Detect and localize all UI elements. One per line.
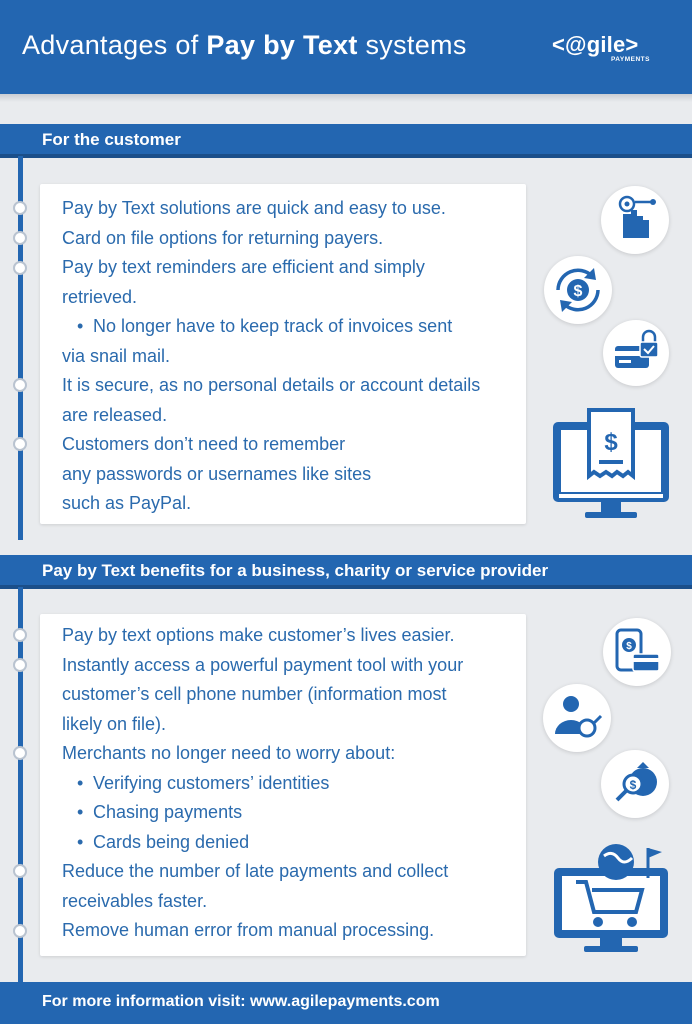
timeline-dot	[13, 628, 27, 642]
secure-card-icon	[603, 320, 669, 386]
logo-subtext: PAYMENTS	[610, 56, 650, 63]
section-bar-shadow	[0, 154, 692, 158]
list-item: Remove human error from manual processing.	[62, 920, 435, 940]
timeline-dot	[13, 746, 27, 760]
svg-text:$: $	[629, 778, 637, 792]
timeline-dot	[13, 924, 27, 938]
sub-list-item: • Verifying customers’ identities	[93, 769, 329, 799]
currency-exchange-icon	[544, 256, 612, 324]
list-item: Merchants no longer need to worry about:	[62, 743, 396, 763]
timeline-dot	[13, 231, 27, 245]
timeline-dot	[13, 261, 27, 275]
list-item: Pay by text reminders are efficient and simply	[62, 257, 425, 277]
money-bag-search-icon	[601, 750, 669, 818]
header-banner	[0, 0, 692, 94]
agile-payments-logo	[552, 34, 656, 68]
sub-list-item: • Chasing payments	[93, 798, 242, 828]
section-heading-text: For the customer	[42, 130, 181, 149]
touch-hand-icon	[601, 186, 669, 254]
monitor-shopping-cart-icon	[552, 842, 670, 956]
list-item: via snail mail.	[62, 346, 171, 366]
title-suffix: systems	[357, 30, 467, 60]
list-item: Reduce the number of late payments and collect	[62, 861, 449, 881]
timeline-dot	[13, 437, 27, 451]
list-item: Card on file options for returning payers.	[62, 228, 384, 248]
phone-payment-card-icon	[603, 618, 671, 686]
list-item: receivables faster.	[62, 891, 208, 911]
sub-list-item: • Cards being denied	[93, 828, 249, 858]
title-bold: Pay by Text	[206, 30, 358, 60]
list-item: It is secure, as no personal details or account details	[62, 375, 481, 395]
list-item: such as PayPal.	[62, 493, 192, 513]
section-business-heading	[0, 555, 692, 587]
logo-wordmark: <@gile>	[552, 32, 639, 57]
section-bar-shadow	[0, 585, 692, 589]
monitor-receipt-icon	[551, 408, 671, 524]
list-item: customer’s cell phone number (information most	[62, 684, 447, 704]
sub-list-item: • No longer have to keep track of invoices sent	[93, 312, 452, 342]
svg-text:$: $	[573, 283, 583, 300]
title-prefix: Advantages of	[22, 30, 207, 60]
section-customer-heading	[0, 124, 692, 156]
list-item: Pay by text options make customer’s lives easier.	[62, 625, 455, 645]
timeline-line	[18, 587, 23, 982]
list-item: Customers don’t need to remember	[62, 434, 346, 454]
list-item: retrieved.	[62, 287, 138, 307]
timeline-dot	[13, 864, 27, 878]
svg-text:$: $	[626, 641, 632, 652]
footer-link-text[interactable]: For more information visit: www.agilepayments.com	[42, 993, 440, 1010]
svg-text:$: $	[604, 429, 618, 456]
header-shadow	[0, 94, 692, 102]
user-key-icon	[543, 684, 611, 752]
timeline-dot	[13, 658, 27, 672]
section-heading-text: Pay by Text benefits for a business, charity or service provider	[42, 561, 549, 580]
list-item: are released.	[62, 405, 168, 425]
list-item: Pay by Text solutions are quick and easy to use.	[62, 198, 446, 218]
list-item: any passwords or usernames like sites	[62, 464, 372, 484]
page-title	[22, 30, 467, 61]
business-benefits-card	[40, 614, 526, 956]
customer-benefits-card	[40, 184, 526, 524]
timeline-dot	[13, 201, 27, 215]
list-item: Instantly access a powerful payment tool with your	[62, 655, 464, 675]
list-item: likely on file).	[62, 714, 167, 734]
timeline-dot	[13, 378, 27, 392]
footer-banner	[0, 982, 692, 1024]
